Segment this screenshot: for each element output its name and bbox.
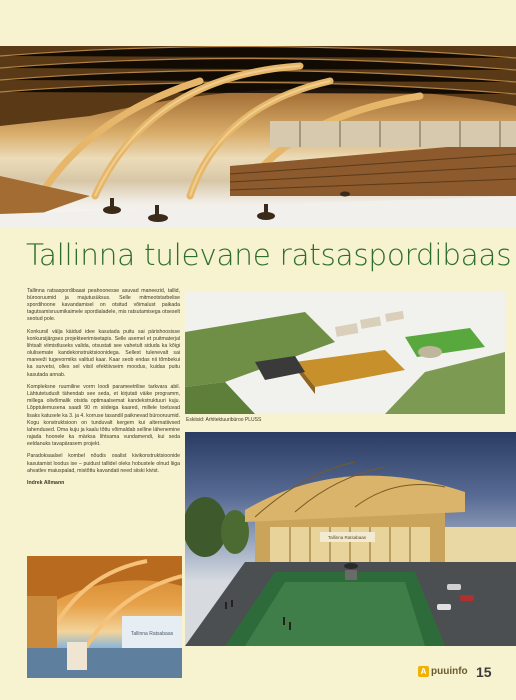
article-paragraph: Kompleksne ruumiline vorm loodi parameetrilise tarkvara abil. Lähtutetuduslt tähendab see seda, et kirjutati väike programm, millega olivõimalik otsida optimaalsemat kandekstruktuuri kuju. Lõpptulemusena saadi 90 m siideiga kaared, millele toetuvad lisaks katusele ka 3. ja 4. korruse tasandil paiknevad bürooruumid. Kogu konstruktsioon on tunduvalt kergem kui alternatiivsed lahendused. Oma kuju ja kaalu tõttu võimaldab selline lähenemine rajada hoonele ka märksa lihtsama vundamendi, kui seda eeldanuks tavapärasem projekt.	[27, 384, 180, 447]
building-sign-small: Tallinna Ratsabaas	[130, 631, 174, 637]
arena-interior-illustration	[0, 46, 516, 228]
article-paragraph: Paradoksaalsel kombel nõudis osalist kivikonstruktsioonide kasutamist loodus ise – puidust tallidel oleks hobustele olnud liiga ahvatlev maiuspalad, mistõttu kavandati need siiski kivist.	[27, 453, 180, 474]
article-paragraph: Tallinna ratsaspordibaasi peahoonesse asuvad maneezid, tallid, bürooruumid ja majutusüksus. Selle mitmeotstarbelise spordihoone kavandamisel on otsitud võimalust paikada tagutsamisruumikaimele spordialadele, mis ratsutamisega otseselt seotud pole.	[27, 288, 180, 323]
building-corner-illustration	[27, 556, 182, 678]
building-corner-image	[27, 556, 182, 678]
exterior-render-illustration	[185, 432, 516, 646]
article-paragraph: Konkursil välja käidud idee kasutada puitu sai pärishoosisse konkursijärgses projekteerimisetapis. Selle asemel et puitmaterjal lihtsalt viimistluseks valida, otsustati see vahetult siduda ka kõigi olulisemate kandekonstruktsioonidega. Sellest tulenevalt sai maneeži tugevormiks valitud kaar. Kaar seob endas nii tõmbekui ka survetsi, olles sel viisil efektiivseim moodus, kuidas puitu kasutada annab.	[27, 328, 180, 378]
building-exterior-render	[185, 432, 516, 646]
article-author: Indrek Allmann	[27, 480, 65, 487]
puuinfo-logo	[418, 666, 468, 677]
aerial-site-image	[185, 292, 505, 414]
article-body-column	[27, 288, 180, 493]
hero-arena-interior-image	[0, 46, 516, 228]
page-number: 15	[476, 664, 492, 680]
aerial-site-illustration	[185, 292, 505, 414]
aerial-image-caption: Eskiisid: Arhitektuuribüroo PLUSS	[186, 417, 262, 423]
puuinfo-logo-text: puuinfo	[431, 666, 468, 677]
puuinfo-logo-mark: A	[418, 666, 429, 677]
building-sign-large: Tallinna Ratsabaas	[327, 535, 367, 540]
article-title: Tallinna tulevane ratsaspordibaas	[26, 238, 512, 272]
